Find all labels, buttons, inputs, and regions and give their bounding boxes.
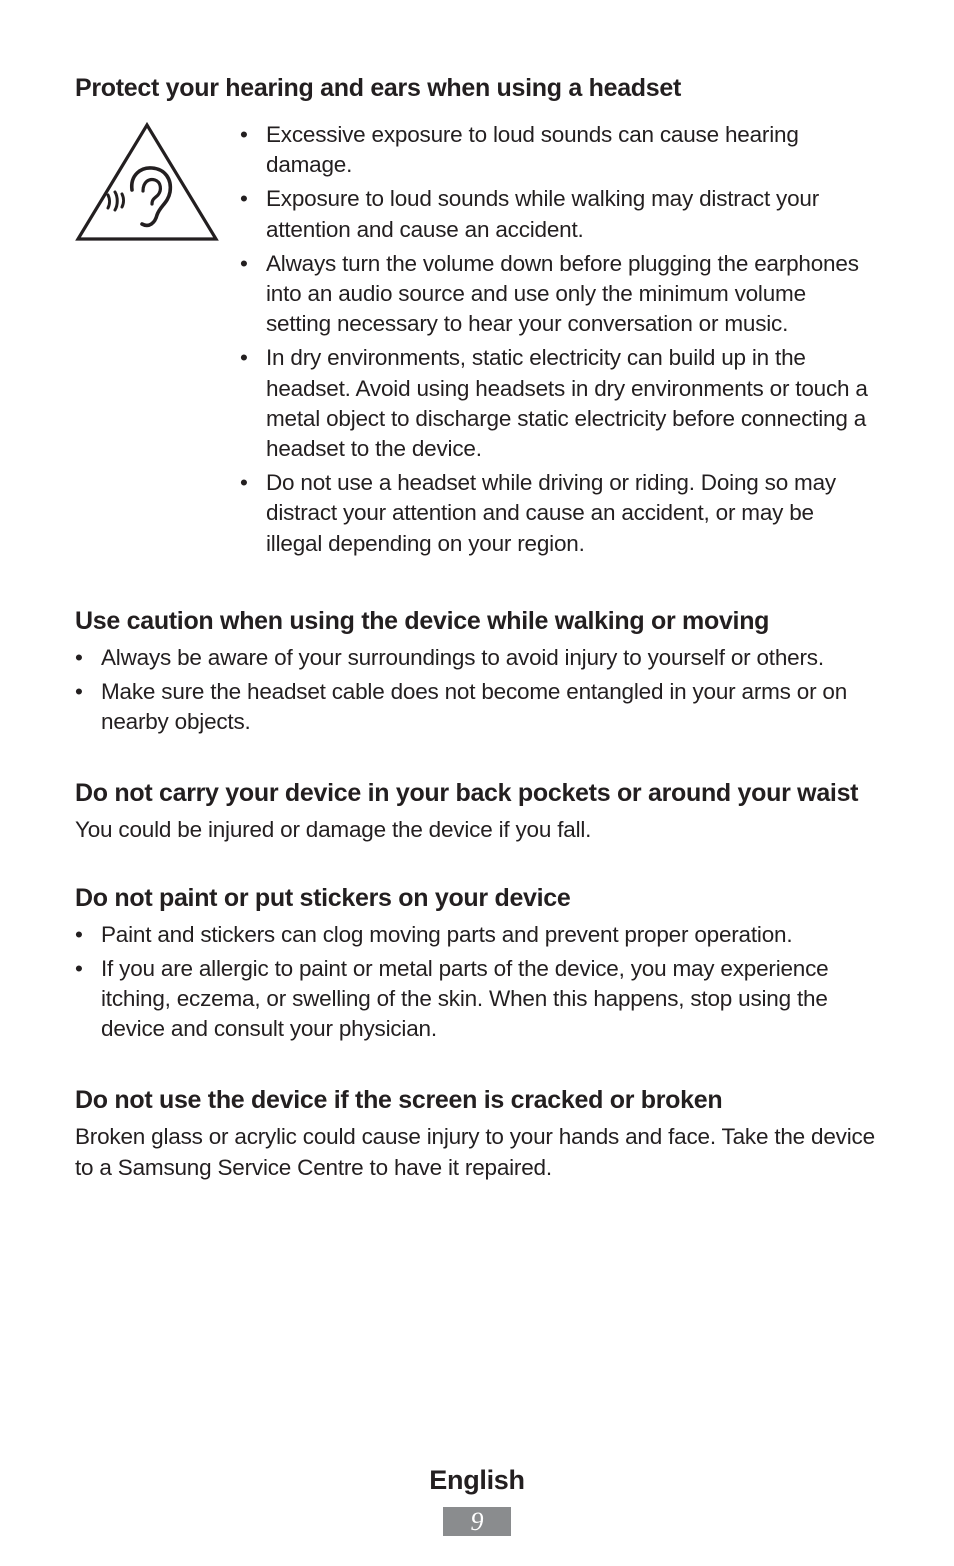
section-heading: Do not use the device if the screen is cracked or broken xyxy=(75,1086,723,1115)
list-item: • In dry environments, static electricity can build up in the headset. Avoid using headsets in dry environments or touch a metal object to discharge static electricity before connecting a headset to the device. xyxy=(240,343,875,464)
list-item: • Always be aware of your surroundings to avoid injury to yourself or others. xyxy=(75,643,875,673)
paint-bullet-list xyxy=(75,920,875,1045)
section-heading: Protect your hearing and ears when using a headset xyxy=(75,74,681,102)
footer-language: English xyxy=(429,1465,525,1495)
section-heading: Use caution when using the device while walking or moving xyxy=(75,606,770,635)
list-item: • If you are allergic to paint or metal parts of the device, you may experience itching, eczema, or swelling of the skin. When this happens, stop using the device and consult your physician. xyxy=(75,954,875,1045)
list-item: • Paint and stickers can clog moving parts and prevent proper operation. xyxy=(75,920,875,950)
section-pockets xyxy=(75,775,875,845)
list-item: • Do not use a headset while driving or riding. Doing so may distract your attention and cause an accident, or may be illegal depending on your region. xyxy=(240,468,875,559)
section-text: You could be injured or damage the device if you fall. xyxy=(75,817,592,843)
list-item: • Excessive exposure to loud sounds can cause hearing damage. xyxy=(240,120,875,180)
section-screen xyxy=(75,1082,875,1182)
page-footer xyxy=(0,1462,954,1536)
list-item: • Exposure to loud sounds while walking may distract your attention and cause an accident. xyxy=(240,184,875,244)
manual-page xyxy=(75,70,875,1183)
hearing-warning-icon xyxy=(75,120,220,242)
section-heading: Do not paint or put stickers on your device xyxy=(75,883,571,912)
hearing-content xyxy=(75,120,875,563)
walking-bullet-list xyxy=(75,643,875,738)
list-item: • Make sure the headset cable does not become entangled in your arms or on nearby objects. xyxy=(75,677,875,737)
section-walking xyxy=(75,603,875,738)
section-paint xyxy=(75,880,875,1045)
list-item: • Always turn the volume down before plugging the earphones into an audio source and use only the minimum volume setting necessary to hear your conversation or music. xyxy=(240,249,875,340)
section-hearing xyxy=(75,70,875,563)
section-heading: Do not carry your device in your back pockets or around your waist xyxy=(75,779,859,808)
hearing-bullet-list xyxy=(240,120,875,563)
page-number-badge: 9 xyxy=(443,1507,511,1536)
section-text: Broken glass or acrylic could cause injury to your hands and face. Take the device to a Samsung Service Centre to have it repaired. xyxy=(75,1124,875,1180)
